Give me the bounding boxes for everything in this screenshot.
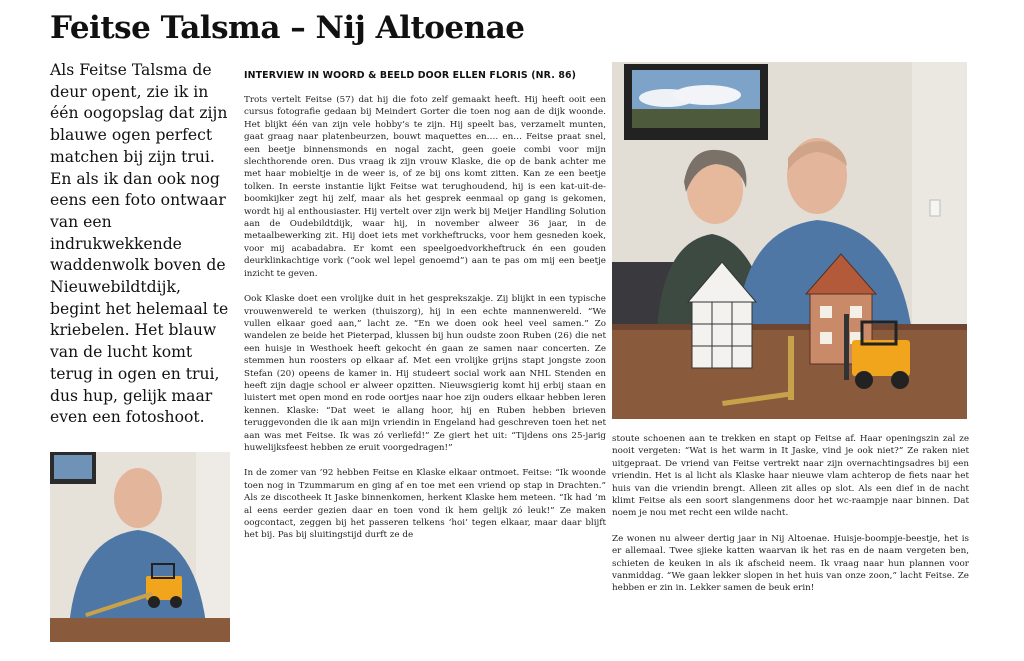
article-title: Feitse Talsma – Nij Altoenae (50, 10, 525, 46)
body-paragraph: Trots vertelt Feitse (57) dat hij die foto zelf gemaakt heeft. Hij heeft ooit een cursus fotografie gedaan bij Meindert Gorter die toen nog aan de dijk woonde. Het blijkt één van zijn vele hobby’s te zijn. Hij speelt bas, verzamelt munten, gaat graag naar platenbeurzen, bouwt maquettes en…. en… Feitse praat snel, een beetje binnensmonds en nogal zacht, geen goeie combi voor mijn slechthorende oren. Dus vraag ik zijn vrouw Klaske, die op de bank achter me met haar mobieltje in de weer is, of ze bij ons komt zitten. Kan ze een beetje tolken. In eerste instantie lijkt Feitse wat terughoudend, hij is een kat-uit-de-boomkijker zegt hij zelf, maar als het gesprek eenmaal op gang is gekomen, wordt hij al enthousiaster. Hij vertelt over zijn werk bij Meijer Handling Solution aan de Oudebildtdijk, waar hij, in november alweer 36 jaar, in de metaalbewerking zit. Hij doet iets met vorkheftrucks, voor hem gesneden koek, voor mij acabadabra. Er komt een speelgoedvorkheftruck én een gouden deurklinkachtige vork (“ook wel lepel genoemd”) aan te pas om mij een beetje inzicht te geven. (244, 95, 606, 279)
article-body-right (612, 433, 969, 608)
feitse-portrait-photo (50, 452, 230, 642)
body-paragraph: In de zomer van ’92 hebben Feitse en Klaske elkaar ontmoet. Feitse: “Ik woonde toen nog in Tzummarum en ging af en toe met een vriend op stap in Drachten.” Als ze discotheek It Jaske binnenkomen, herkent Klaske hem meteen. “Ik had ’m al eens eerder gezien daar en toen vond ik hem gelijk zó leuk!” Ze maken oogcontact, zeggen bij het passeren telkens ‘hoi’ tegen elkaar, maar daar blijft het bij. Pas bij sluitingstijd durft ze de (244, 468, 606, 541)
body-paragraph: Ze wonen nu alweer dertig jaar in Nij Altoenae. Huisje-boompje-beestje, het is er allemaal. Twee sjieke katten waarvan ik het ras en de naam vergeten ben, schieten de keuken in als ik afscheid neem. Ik vraag naar hun plannen voor vanmiddag. “We gaan lekker slopen in het huis van onze zoon,” lacht Feitse. Ze hebben er zin in. Lekker samen de beuk erin! (612, 533, 969, 594)
couple-photo (612, 62, 967, 419)
body-paragraph: Ook Klaske doet een vrolijke duit in het gesprekszakje. Zij blijkt in een typische vrouwenwereld te werken (thuiszorg), hij in een echte mannenwereld. “We vullen elkaar goed aan,” lacht ze. “En we doen ook heel veel samen.” Zo wandelen ze beide het Pieterpad, klussen bij hun oudste zoon Ruben (26) die net een huisje in Westhoek heeft gekocht én gaan ze samen naar concerten. Ze stemmen hun roosters op elkaar af. Met een vrolijke grijns stapt jongste zoon Stefan (20) opeens de kamer in. Hij studeert social work aan NHL Stenden en heeft zijn dagje school er alweer opzitten. Nieuwsgierig komt hij erbij staan en luistert met open mond en rode oortjes naar hoe zijn ouders elkaar hebben leren kennen. Klaske: “Dat weet ie allang hoor, hij en Ruben hebben brieven teruggevonden die ik aan mijn vriendin in Engeland had geschreven toen het net aan was met Feitse. Ik was zó verliefd!” Ze giert het uit: “Tijdens ons 25-jarig huwelijksfeest hebben ze eruit voorgedragen!” (244, 294, 606, 453)
article-intro: Als Feitse Talsma de deur opent, zie ik in één oogopslag dat zijn blauwe ogen perfect matchen bij zijn trui. En als ik dan ook nog eens een foto ontwaar van een indrukwekkende waddenwolk boven de Nieuwebildtdijk, begint het helemaal te kriebelen. Het blauw van de lucht komt terug in ogen en trui, dus hup, gelijk maar even een fotoshoot. (50, 61, 229, 427)
article-body-left (244, 94, 606, 555)
body-paragraph: stoute schoenen aan te trekken en stapt op Feitse af. Haar openingszin zal ze nooit vergeten: “Wat is het warm in It Jaske, vind je ook niet?” Ze raken niet uitgepraat. De vriend van Feitse vertrekt naar zijn overnachtingsadres bij een vriendin. Het is al licht als Klaske haar nieuwe vlam achterop de fiets naar het huis van die vriendin brengt. Alleen zit alles op slot. Als een dief in de nacht klimt Feitse als een soort slangenmens door het wc-raampje naar binnen. Dat noem je nou met recht een wilde nacht. (612, 434, 969, 519)
article-byline: INTERVIEW IN WOORD & BEELD DOOR ELLEN FLORIS (NR. 86) (244, 70, 577, 81)
framed-cloud-photo (624, 64, 768, 140)
